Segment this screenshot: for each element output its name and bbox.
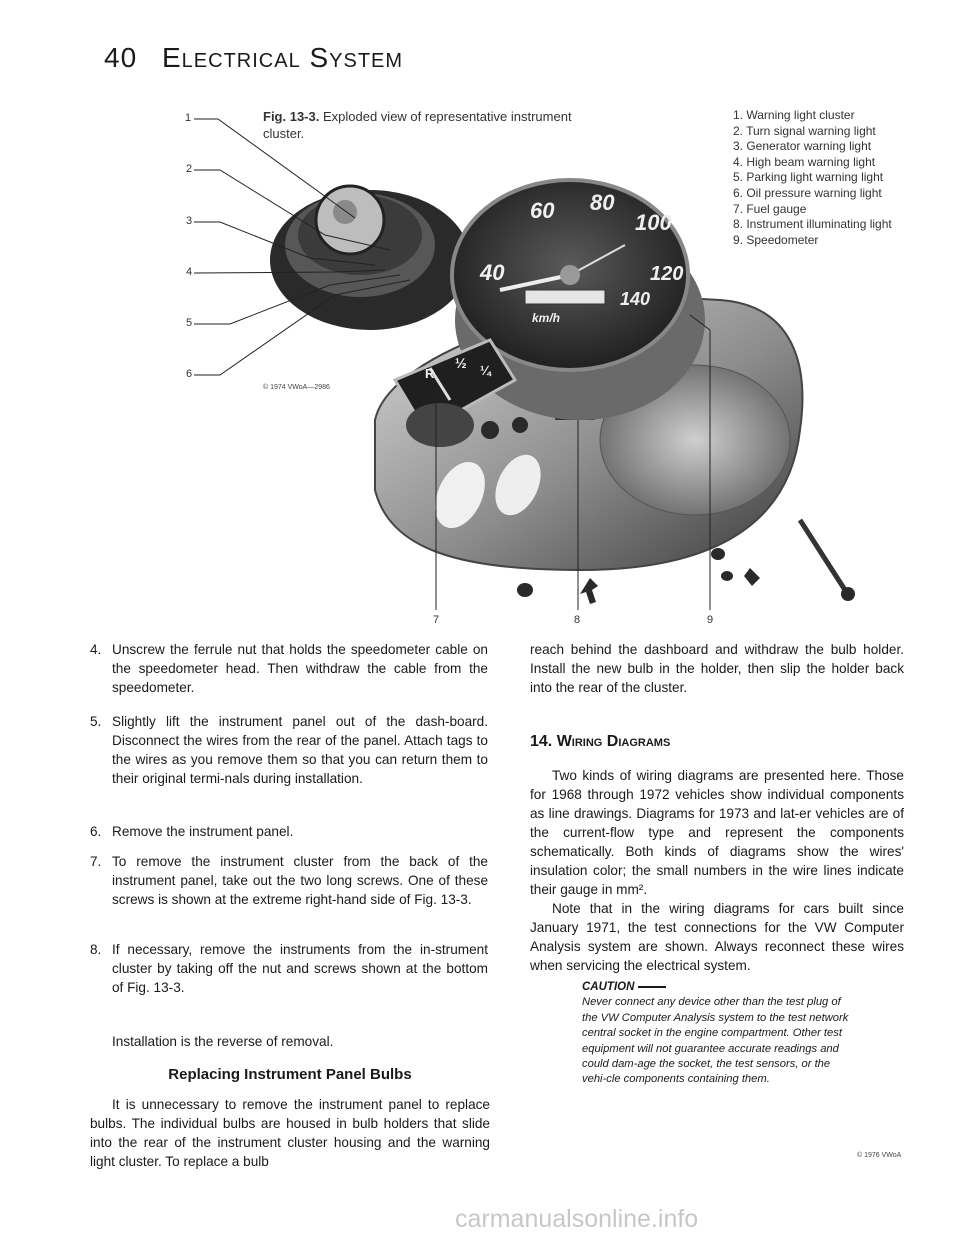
installation-note: Installation is the reverse of removal. [112,1034,334,1049]
speedo-label-40: 40 [480,260,505,285]
wiring-paragraph-2: Note that in the wiring diagrams for cars built since January 1971, the test connections for the VW Computer Analysis system are shown. Always reconnect these wires when servicing the electrical system. [530,901,904,973]
figure-credit: © 1974 VWoA—2986 [263,384,330,391]
step-text: Remove the instrument panel. [112,824,294,839]
callout-4: 4 [186,266,193,278]
step-6 [90,822,488,841]
figure-caption-label: Fig. 13-3. [263,109,320,124]
speedo-unit: km/h [532,311,561,325]
caution-box [582,980,852,1088]
step-number: 8. [90,942,102,957]
callout-7: 7 [433,614,440,626]
fuel-label-quarter: ¼ [480,363,491,378]
fuel-label-r: R [425,366,435,381]
legend-item: 5. Parking light warning light [733,170,884,185]
legend-item: 9. Speedometer [733,232,819,247]
step-text: To remove the instrument cluster from the back of the instrument panel, take out the two long screws. One of these screws is shown at the extreme right-hand side of Fig. 13-3. [112,854,488,907]
callout-1: 1 [185,112,192,124]
callout-6: 6 [186,368,193,380]
caution-text: Never connect any device other than the test plug of the VW Computer Analysis system to the test network central socket in the engine compartment. Other test equipment will not guarantee accurate readings and could dam-age the socket, the test sensors, or the vehi-cle components containing them. [582,996,849,1086]
page-number: 40 [104,42,138,73]
callout-5: 5 [186,317,193,329]
section-heading-text: Wiring Diagrams [556,733,671,750]
step-number: 7. [90,854,102,869]
warning-light-cluster [270,186,470,330]
legend-item: 6. Oil pressure warning light [733,185,882,200]
watermark: carmanualsonline.info [455,1205,699,1233]
legend-item: 1. Warning light cluster [733,108,855,122]
legend-item: 7. Fuel gauge [733,201,807,216]
callout-9: 9 [707,614,714,626]
step-7 [90,852,488,909]
speedo-label-60: 60 [530,198,555,223]
step-number: 4. [90,642,102,657]
step-5 [90,712,488,788]
figure-caption [263,108,593,142]
figure-legend [733,108,892,248]
legend-item: 3. Generator warning light [733,139,872,154]
continuation-paragraph: reach behind the dashboard and withdraw the bulb holder. Install the new bulb in the holder, then slip the holder back into the rear of the cluster. [530,642,904,695]
legend-item: 8. Instrument illuminating light [733,217,892,232]
callout-2: 2 [186,163,193,175]
step-text: If necessary, remove the instruments from the in-strument cluster by taking off the nut and screws shown at the bottom of Fig. 13-3. [112,942,488,995]
legend-item: 4. High beam warning light [733,154,876,169]
callout-8: 8 [574,614,581,626]
fuel-label-half: ½ [455,355,467,371]
step-number: 5. [90,714,102,729]
section-number: 14. [530,733,553,750]
wiring-paragraph-1: Two kinds of wiring diagrams are presented here. Those for 1968 through 1972 vehicles show individual components as line drawings. Diagrams for 1973 and lat-er vehicles are of the current-flow type and represent the components schematically. Both kinds of diagrams show the wires' insulation color; the small numbers in the wire lines indicate their gauge in mm². [530,768,904,897]
step-number: 6. [90,824,102,839]
step-text: Unscrew the ferrule nut that holds the speedometer cable on the speedometer head. Then withdraw the cable from the speedometer. [112,642,488,695]
speedo-label-120: 120 [650,263,684,285]
section-title: Electrical System [162,42,404,73]
callout-3: 3 [186,215,193,227]
speedo-label-100: 100 [635,210,672,235]
caution-label: CAUTION [582,981,635,993]
bulbs-paragraph: It is unnecessary to remove the instrument panel to replace bulbs. The individual bulbs are housed in bulb holders that slide into the rear of the instrument cluster housing and the warning light cluster. To replace a bulb [90,1097,490,1169]
step-text: Slightly lift the instrument panel out of the dash-board. Disconnect the wires from the rear of the panel. Attach tags to the wires as you remove them so that you can return them to their original termi-nals during installation. [112,714,488,786]
step-8 [90,940,488,997]
legend-item: 2. Turn signal warning light [733,123,876,138]
section-heading-wiring [530,732,670,751]
figure-caption-text: Exploded view of representative instrument cluster. [263,109,572,141]
speedo-label-140: 140 [620,289,651,309]
step-4 [90,640,488,697]
subheading-replacing-bulbs: Replacing Instrument Panel Bulbs [168,1066,412,1083]
caution-credit: © 1976 VWoA [857,1152,902,1159]
caution-rule [638,986,666,988]
speedo-label-80: 80 [590,190,615,215]
